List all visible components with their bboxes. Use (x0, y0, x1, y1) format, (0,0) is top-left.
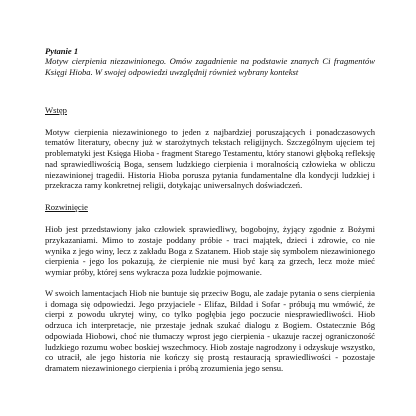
body-paragraph-1: Hiob jest przedstawiony jako człowiek sprawiedliwy, bogobojny, żyjący zgodnie z Bożymi przykazaniami. Mimo to zostaje poddany próbie - traci majątek, dzieci i zdrowie, co nie wynika z jego winy, lecz z zakładu Boga z Szatanem. Hiob staje się symbolem niezawinionego cierpienia - jego los pokazują, że cierpienie nie musi być karą za grzech, lecz może mieć wymiar próby, której sens wykracza poza ludzkie pojmowanie. (45, 224, 375, 278)
section-heading-body: Rozwinięcie (45, 202, 88, 213)
section-heading-intro: Wstęp (45, 104, 67, 115)
question-title: Pytanie 1 (45, 46, 79, 56)
document-page (45, 46, 375, 374)
body-paragraph-2: W swoich lamentacjach Hiob nie buntuje się przeciw Bogu, ale zadaje pytania o sens cierpienia i domaga się odpowiedzi. Jego przyjaciele - Elifaz, Bildad i Sofar - próbują mu wmówić, że cierpi z powodu ukrytej winy, co tylko pogłębia jego poczucie niesprawiedliwości. Hiob odrzuca ich interpretacje, nie przestaje jednak szukać dialogu z Bogiem. Ostatecznie Bóg odpowiada Hiobowi, choć nie tłumaczy wprost jego cierpienia - ukazuje raczej ograniczoność ludzkiego rozumu wobec boskiej wszechmocy. Hiob zostaje nagrodzony i odzyskuje wszystko, co utracił, ale jego historia nie kończy się prostą restauracją sprawiedliwości - pozostaje dramatem niezawinionego cierpienia i próbą zrozumienia jego sensu. (45, 287, 375, 374)
intro-paragraph: Motyw cierpienia niezawinionego to jeden z najbardziej poruszających i ponadczasowych tematów literatury, obecny już w starożytnych tekstach religijnych. Szczególnym ujęciem tej problematyki jest Księga Hioba - fragment Starego Testamentu, który stanowi głęboką refleksję nad sprawiedliwością Boga, sensem ludzkiego cierpienia i moralnością człowieka w obliczu niezawinionej tragedii. Historia Hioba porusza pytania fundamentalne dla kondycji ludzkiej i przekracza ramy konkretnej religii, dotykając uniwersalnych doświadczeń. (45, 126, 375, 191)
question-text: Motyw cierpienia niezawinionego. Omów zagadnienie na podstawie znanych Ci fragmentów Księgi Hioba. W swojej odpowiedzi uwzględnij również wybrany kontekst (45, 56, 375, 77)
